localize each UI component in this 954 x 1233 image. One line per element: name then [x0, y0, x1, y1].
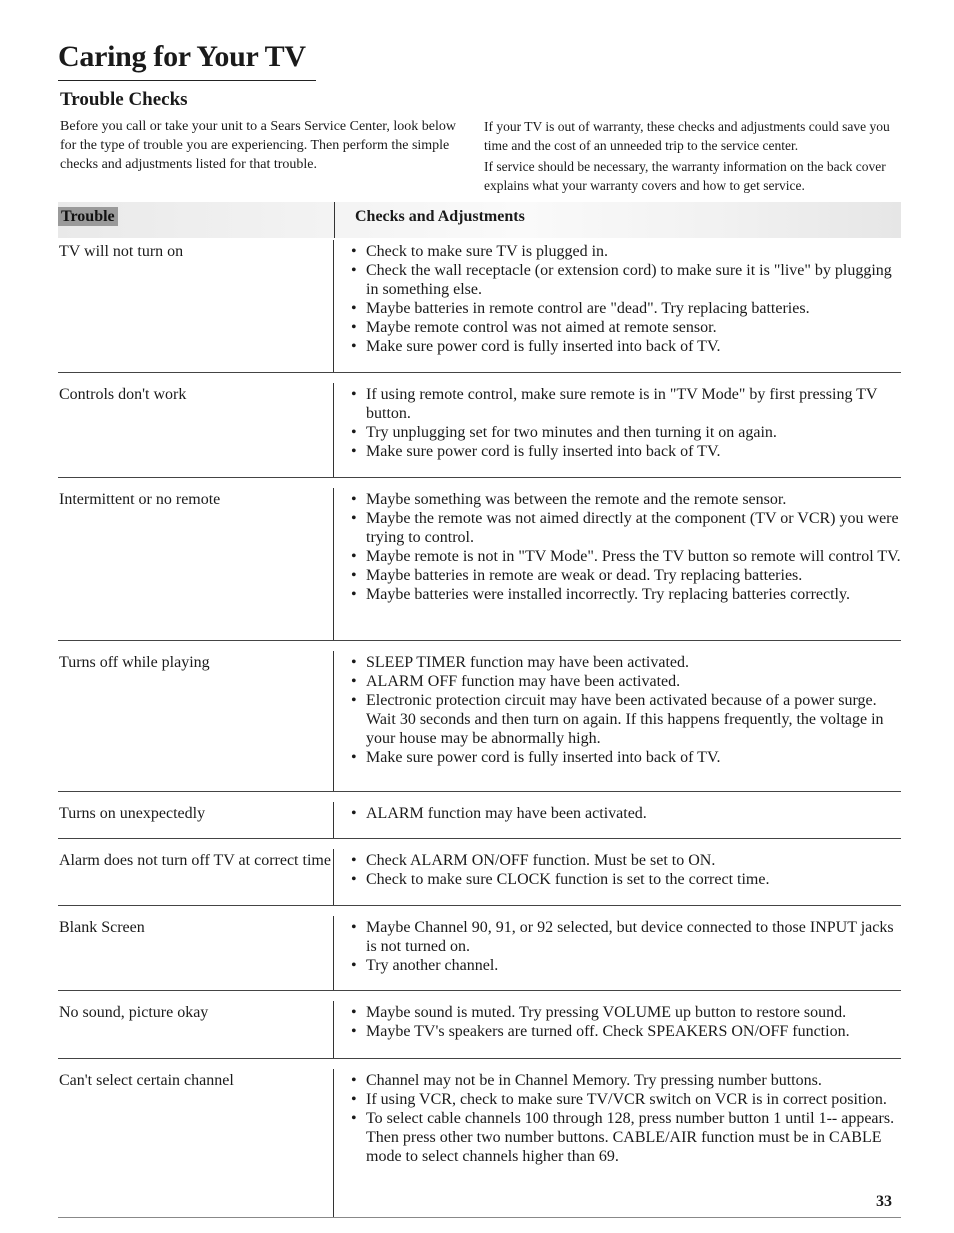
page-number: 33 — [876, 1193, 892, 1210]
intro-left-paragraph: Before you call or take your unit to a Sears Service Center, look below for the type of trouble you are experiencing. Then perform the simple checks and adjustments listed for that trouble. — [60, 119, 456, 172]
checks-list — [344, 490, 901, 604]
check-item: • Maybe batteries were installed incorrectly. Try replacing batteries correctly. — [344, 585, 901, 604]
check-item: • Electronic protection circuit may have been activated because of a power surge. Wait 30 seconds and then turn on again. If this happens frequently, the voltage in your house may be abnormally high. — [344, 691, 901, 748]
table-row — [58, 641, 901, 792]
check-item: • Maybe Channel 90, 91, or 92 selected, but device connected to those INPUT jacks is not turned on. — [344, 918, 901, 956]
table-row — [58, 1059, 901, 1218]
checks-cell — [334, 240, 901, 372]
trouble-cell: No sound, picture okay — [58, 1001, 334, 1058]
check-item: • Check the wall receptacle (or extension cord) to make sure it is "live" by plugging in something else. — [344, 261, 901, 299]
check-item: • Maybe batteries in remote control are "dead". Try replacing batteries. — [344, 299, 901, 318]
check-item: • ALARM function may have been activated. — [344, 804, 901, 823]
table-row — [58, 906, 901, 991]
trouble-cell: Turns on unexpectedly — [58, 802, 334, 838]
checks-list — [344, 851, 901, 889]
table-row — [58, 478, 901, 641]
column-header-trouble — [58, 202, 335, 238]
column-header-trouble-label: Trouble — [58, 207, 118, 226]
intro-right-column — [484, 117, 904, 197]
checks-cell — [334, 488, 901, 640]
check-item: • Make sure power cord is fully inserted into back of TV. — [344, 337, 901, 356]
checks-list — [344, 653, 901, 767]
check-item: • Maybe the remote was not aimed directly at the component (TV or VCR) you were trying to control. — [344, 509, 901, 547]
title-underline — [58, 80, 316, 81]
table-row — [58, 373, 901, 478]
table-header — [58, 202, 901, 238]
intro-right-paragraph: If your TV is out of warranty, these checks and adjustments could save you time and the cost of an unneeded trip to the service center. — [484, 119, 890, 153]
table-body — [58, 238, 901, 1218]
check-item: • Check to make sure CLOCK function is set to the correct time. — [344, 870, 901, 889]
trouble-cell: Alarm does not turn off TV at correct time — [58, 849, 334, 905]
check-item: • ALARM OFF function may have been activated. — [344, 672, 901, 691]
check-item: • Make sure power cord is fully inserted into back of TV. — [344, 748, 901, 767]
check-item: • Try another channel. — [344, 956, 901, 975]
table-row — [58, 839, 901, 906]
checks-cell — [334, 1001, 901, 1058]
checks-cell — [334, 1069, 901, 1217]
check-item: • Make sure power cord is fully inserted into back of TV. — [344, 442, 901, 461]
intro-right-paragraph: If service should be necessary, the warranty information on the back cover explains what your warranty covers and how to get service. — [484, 159, 886, 193]
trouble-cell: Blank Screen — [58, 916, 334, 990]
check-item: • SLEEP TIMER function may have been activated. — [344, 653, 901, 672]
trouble-cell: Turns off while playing — [58, 651, 334, 791]
checks-list — [344, 1071, 901, 1166]
check-item: • Maybe sound is muted. Try pressing VOLUME up button to restore sound. — [344, 1003, 901, 1022]
check-item: • Channel may not be in Channel Memory. Try pressing number buttons. — [344, 1071, 901, 1090]
checks-list — [344, 918, 901, 975]
trouble-cell: Can't select certain channel — [58, 1069, 334, 1217]
checks-cell — [334, 916, 901, 990]
checks-list — [344, 385, 901, 461]
column-header-checks: Checks and Adjustments — [355, 208, 525, 225]
check-item: • To select cable channels 100 through 128, press number button 1 until 1-- appears. Then press other two number buttons. CABLE/AIR function must be in CABLE mode to select channels higher than 69. — [344, 1109, 901, 1166]
trouble-checks-table — [58, 202, 901, 1218]
trouble-cell: TV will not turn on — [58, 240, 334, 372]
checks-list — [344, 242, 901, 356]
checks-cell — [334, 802, 901, 838]
check-item: • If using VCR, check to make sure TV/VCR switch on VCR is in correct position. — [344, 1090, 901, 1109]
check-item: • Maybe TV's speakers are turned off. Check SPEAKERS ON/OFF function. — [344, 1022, 901, 1041]
check-item: • Maybe batteries in remote are weak or dead. Try replacing batteries. — [344, 566, 901, 585]
table-row — [58, 238, 901, 373]
check-item: • If using remote control, make sure remote is in "TV Mode" by first pressing TV button. — [344, 385, 901, 423]
check-item: • Maybe something was between the remote and the remote sensor. — [344, 490, 901, 509]
section-heading: Trouble Checks — [60, 89, 188, 110]
check-item: • Check ALARM ON/OFF function. Must be set to ON. — [344, 851, 901, 870]
intro-left-column — [60, 117, 460, 174]
checks-cell — [334, 849, 901, 905]
checks-list — [344, 1003, 901, 1041]
table-row — [58, 792, 901, 839]
check-item: • Maybe remote control was not aimed at remote sensor. — [344, 318, 901, 337]
checks-cell — [334, 383, 901, 477]
checks-list — [344, 804, 901, 823]
check-item: • Check to make sure TV is plugged in. — [344, 242, 901, 261]
trouble-cell: Intermittent or no remote — [58, 488, 334, 640]
checks-cell — [334, 651, 901, 791]
page-title: Caring for Your TV — [58, 40, 306, 73]
trouble-cell: Controls don't work — [58, 383, 334, 477]
check-item: • Maybe remote is not in "TV Mode". Press the TV button so remote will control TV. — [344, 547, 901, 566]
check-item: • Try unplugging set for two minutes and then turning it on again. — [344, 423, 901, 442]
table-row — [58, 991, 901, 1059]
